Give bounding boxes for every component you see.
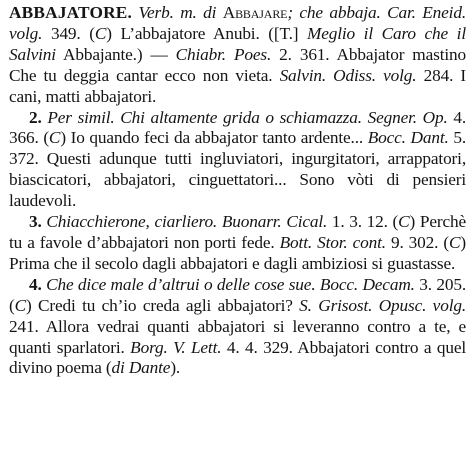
- text-run: ).: [170, 358, 181, 378]
- text-run: 241. Allora vedrai quanti abbajatori si leveranno contro a te, e quanti sparlatori.: [9, 316, 466, 357]
- text-run: 4. 4. 329. Abbajatori contro a quel divino poema (: [9, 337, 466, 378]
- text-run: ]: [292, 23, 307, 43]
- text-run: T.: [279, 23, 293, 43]
- sense-4: [9, 275, 466, 380]
- text-run: 349. (: [42, 23, 95, 43]
- text-run: 284. I cani, matti abbajatori.: [9, 65, 466, 106]
- text-run: 3.: [29, 212, 42, 232]
- root-word: Abbajare: [222, 3, 288, 22]
- grammar-label: Verb. m. di: [138, 3, 217, 22]
- text-run: Chiacchierone, ciarliero. Buonarr. Cical.: [46, 212, 328, 232]
- text-run: Abbajante.) —: [55, 44, 176, 64]
- text-run: C: [398, 212, 410, 232]
- text-run: S. Grisost. Opusc. volg.: [299, 295, 467, 315]
- text-run: Bott. Stor. cont.: [279, 232, 386, 252]
- text-run: 2. 361. Abbajator mastino Che tu deggia cantar ecco non vieta.: [9, 44, 466, 85]
- text-run: Meglio il Caro che il Salvini: [9, 23, 466, 64]
- text-run: ) Io quando feci da abbajator tanto ardente...: [60, 128, 368, 148]
- text-run: 2.: [29, 107, 42, 127]
- sense-2: [9, 108, 466, 213]
- text-run: 1. 3. 12. (: [327, 212, 399, 232]
- text-run: 9. 302. (: [385, 232, 449, 252]
- text-run: C: [48, 128, 61, 148]
- text-run: Chiabr. Poes.: [175, 44, 272, 64]
- text-run: 4.: [29, 274, 42, 294]
- text-run: Car. Eneid. volg.: [9, 3, 466, 43]
- text-run: Borg. V. Lett.: [130, 337, 222, 357]
- text-run: 3. 205. (: [9, 274, 466, 315]
- text-run: Che dice male d’altrui o delle cose sue. Bocc. Decam.: [46, 274, 415, 294]
- definition: ; che abbaja.: [287, 3, 381, 22]
- text-run: C: [449, 232, 461, 252]
- text-run: ) L’abbajatore Anubi. ([: [106, 23, 280, 43]
- text-run: di Dante: [111, 358, 171, 378]
- entry-main-paragraph: [9, 3, 466, 108]
- text-run: 4. 366. (: [9, 107, 466, 148]
- text-run: C: [14, 295, 26, 315]
- text-run: C: [94, 23, 107, 43]
- text-run: ) Perchè tu a favole d’abbajatori non porti fede.: [9, 212, 466, 252]
- text-run: 5. 372. Questi adunque tutti ingluviatori, ingurgitatori, arrappatori, biascicatori, abbajatori, cinguettatori... Sono vòti di pensieri laudevoli.: [9, 128, 466, 211]
- sense-3: [9, 212, 466, 275]
- text-run: ) Credi tu ch’io creda agli abbajatori?: [26, 295, 300, 315]
- text-run: ) Prima che il secolo dagli abbajatori e dagli ambiziosi si guastasse.: [9, 232, 466, 273]
- text-run: Bocc. Dant.: [367, 128, 449, 148]
- text-run: Per simil. Chi altamente grida o schiamazza. Segner. Op.: [47, 107, 448, 127]
- text-run: Salvin. Odiss. volg.: [279, 65, 417, 85]
- headword: ABBAJATORE.: [9, 3, 133, 22]
- dictionary-entry: [9, 3, 466, 379]
